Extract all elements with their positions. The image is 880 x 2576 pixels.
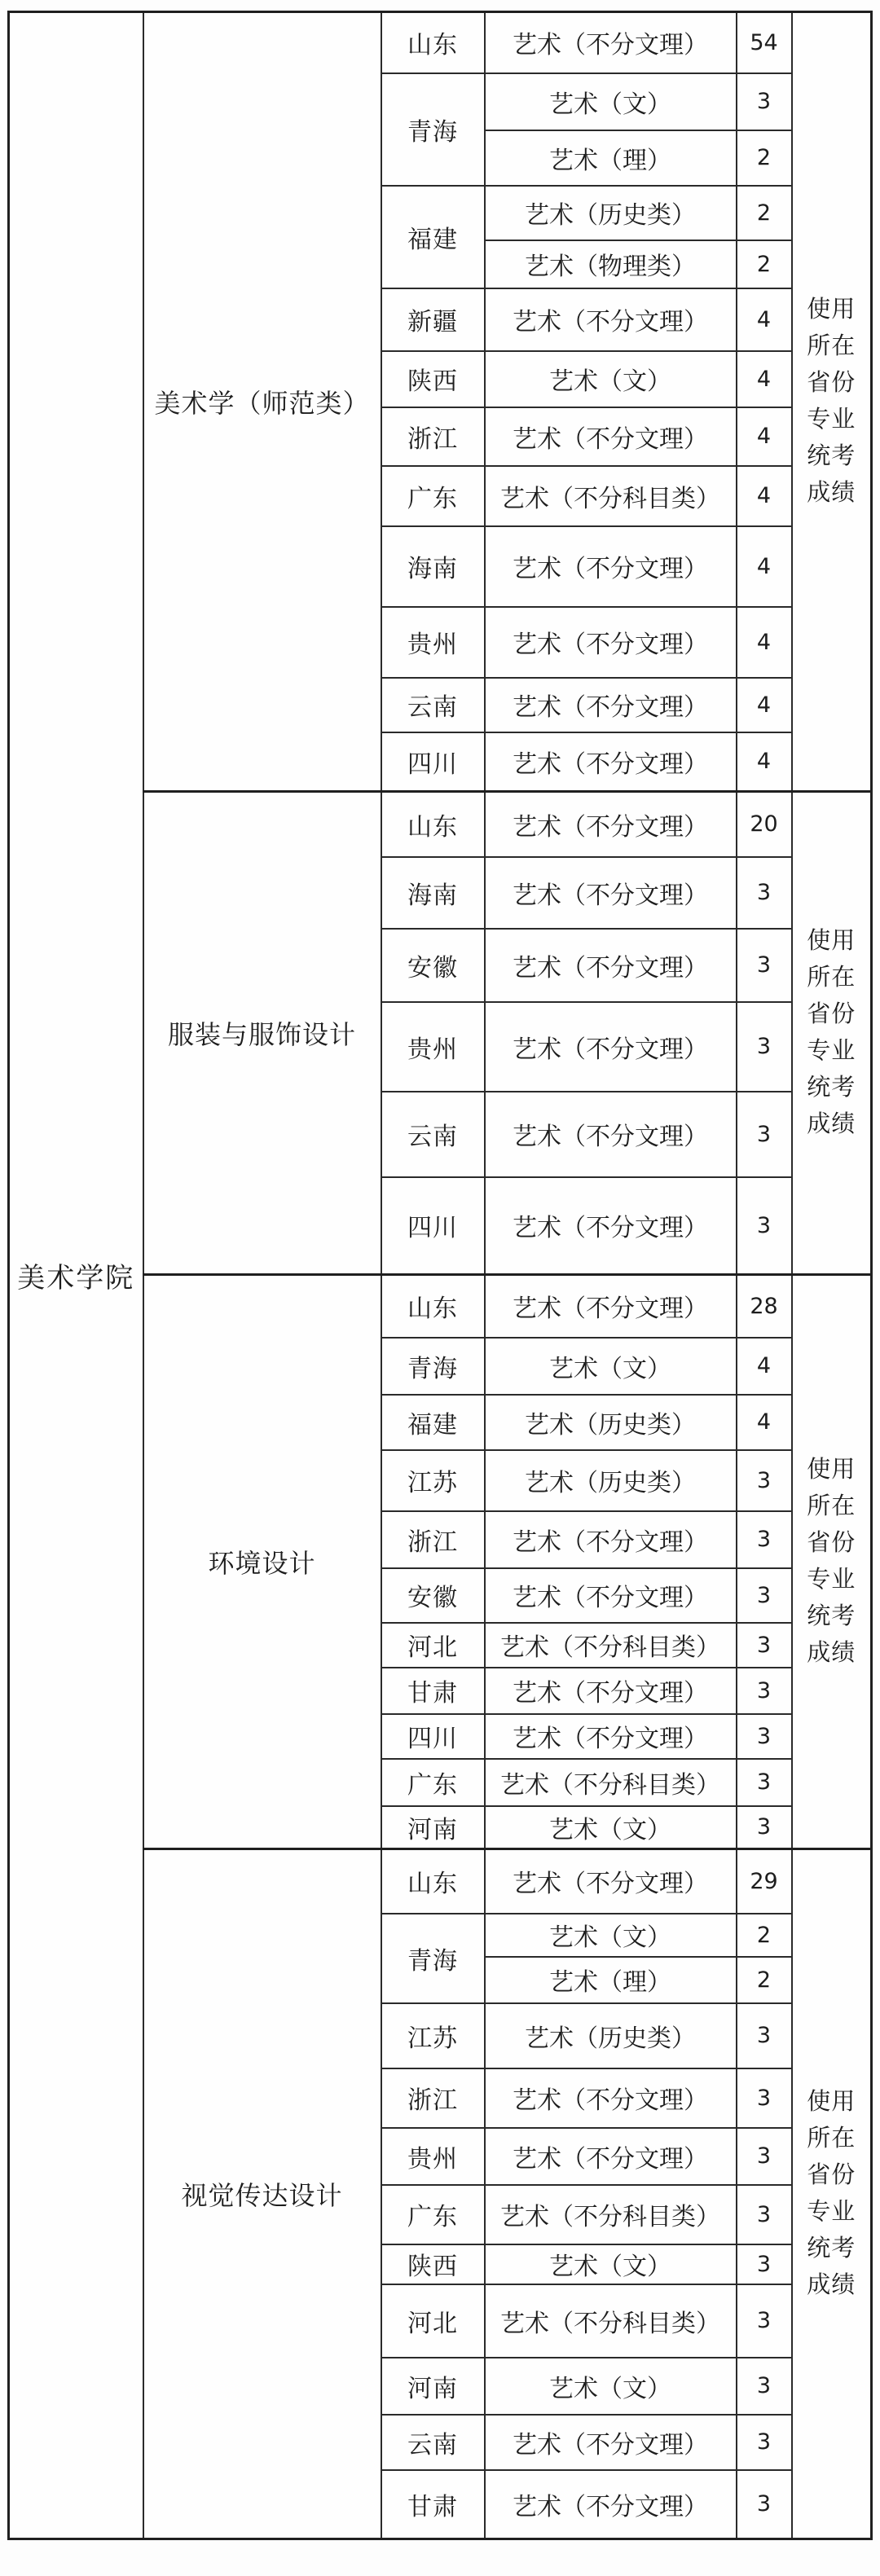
major-cell: 环境设计: [143, 1275, 381, 1849]
category-cell: 艺术（文）: [485, 1338, 737, 1395]
province-cell: 广东: [381, 466, 485, 526]
province-cell: 河南: [381, 1806, 485, 1849]
count-cell: 3: [737, 2244, 792, 2284]
admission-table-body: [9, 12, 872, 2539]
table-wrap: [7, 11, 873, 2540]
count-cell: 3: [737, 2284, 792, 2358]
category-cell: 艺术（历史类）: [485, 2003, 737, 2068]
category-cell: 艺术（不分科目类）: [485, 1759, 737, 1806]
province-cell: 四川: [381, 732, 485, 792]
count-cell: 3: [737, 1806, 792, 1849]
count-cell: 54: [737, 12, 792, 73]
note-cell: [792, 792, 872, 1275]
category-cell: 艺术（不分文理）: [485, 2128, 737, 2185]
count-cell: 3: [737, 857, 792, 929]
category-cell: 艺术（不分文理）: [485, 2068, 737, 2128]
count-cell: 3: [737, 1623, 792, 1668]
province-cell: 浙江: [381, 1511, 485, 1568]
category-cell: 艺术（不分文理）: [485, 732, 737, 792]
province-cell: 山东: [381, 12, 485, 73]
category-cell: 艺术（物理类）: [485, 240, 737, 288]
province-cell: 浙江: [381, 407, 485, 466]
province-cell: 浙江: [381, 2068, 485, 2128]
count-cell: 2: [737, 130, 792, 186]
major-cell: 服装与服饰设计: [143, 792, 381, 1275]
count-cell: 4: [737, 732, 792, 792]
count-cell: 3: [737, 929, 792, 1002]
category-cell: 艺术（文）: [485, 2358, 737, 2415]
category-cell: 艺术（理）: [485, 1957, 737, 2003]
count-cell: 3: [737, 1092, 792, 1177]
note-cell: [792, 12, 872, 792]
province-cell: 贵州: [381, 2128, 485, 2185]
count-cell: 3: [737, 2128, 792, 2185]
category-cell: 艺术（文）: [485, 1806, 737, 1849]
province-cell: 陕西: [381, 2244, 485, 2284]
category-cell: 艺术（历史类）: [485, 186, 737, 240]
note-cell: [792, 1275, 872, 1849]
category-cell: 艺术（不分文理）: [485, 2470, 737, 2539]
category-cell: 艺术（不分文理）: [485, 1275, 737, 1338]
province-cell: 云南: [381, 678, 485, 732]
count-cell: 2: [737, 1914, 792, 1957]
province-cell: 海南: [381, 526, 485, 607]
category-cell: 艺术（不分文理）: [485, 1177, 737, 1275]
note-text: 使用所在省份专业统考成绩: [807, 297, 856, 506]
count-cell: 20: [737, 792, 792, 857]
college-cell: 美术学院: [9, 12, 143, 2539]
count-cell: 4: [737, 1338, 792, 1395]
category-cell: 艺术（文）: [485, 73, 737, 130]
province-cell: 福建: [381, 1395, 485, 1450]
category-cell: 艺术（理）: [485, 130, 737, 186]
major-cell: 视觉传达设计: [143, 1849, 381, 2539]
category-cell: 艺术（文）: [485, 1914, 737, 1957]
count-cell: 2: [737, 240, 792, 288]
count-cell: 2: [737, 1957, 792, 2003]
category-cell: 艺术（不分文理）: [485, 1002, 737, 1092]
table-row: [9, 12, 872, 73]
province-cell: 海南: [381, 857, 485, 929]
count-cell: 28: [737, 1275, 792, 1338]
province-cell: 江苏: [381, 1450, 485, 1511]
category-cell: 艺术（不分文理）: [485, 1849, 737, 1914]
province-cell: 贵州: [381, 1002, 485, 1092]
category-cell: 艺术（文）: [485, 2244, 737, 2284]
category-cell: 艺术（不分科目类）: [485, 466, 737, 526]
count-cell: 3: [737, 1002, 792, 1092]
province-cell: 云南: [381, 1092, 485, 1177]
category-cell: 艺术（不分文理）: [485, 12, 737, 73]
category-cell: 艺术（不分文理）: [485, 526, 737, 607]
count-cell: 4: [737, 678, 792, 732]
count-cell: 4: [737, 288, 792, 351]
province-cell: 河南: [381, 2358, 485, 2415]
category-cell: 艺术（不分文理）: [485, 929, 737, 1002]
province-cell: 山东: [381, 1275, 485, 1338]
admission-table: [7, 11, 873, 2540]
province-cell: 广东: [381, 1759, 485, 1806]
province-cell: 广东: [381, 2185, 485, 2244]
category-cell: 艺术（历史类）: [485, 1395, 737, 1450]
count-cell: 4: [737, 407, 792, 466]
province-cell: 山东: [381, 792, 485, 857]
province-cell: 甘肃: [381, 2470, 485, 2539]
category-cell: 艺术（不分文理）: [485, 857, 737, 929]
major-cell: 美术学（师范类）: [143, 12, 381, 792]
count-cell: 3: [737, 2470, 792, 2539]
category-cell: 艺术（不分文理）: [485, 1568, 737, 1623]
note-cell: [792, 1849, 872, 2539]
count-cell: 3: [737, 1668, 792, 1714]
province-cell: 青海: [381, 73, 485, 186]
province-cell: 河北: [381, 1623, 485, 1668]
province-cell: 四川: [381, 1177, 485, 1275]
province-cell: 青海: [381, 1338, 485, 1395]
category-cell: 艺术（不分文理）: [485, 1714, 737, 1759]
note-text: 使用所在省份专业统考成绩: [807, 2089, 856, 2298]
count-cell: 3: [737, 2185, 792, 2244]
category-cell: 艺术（不分文理）: [485, 678, 737, 732]
category-cell: 艺术（不分文理）: [485, 607, 737, 678]
count-cell: 3: [737, 2415, 792, 2470]
category-cell: 艺术（不分文理）: [485, 1668, 737, 1714]
note-text: 使用所在省份专业统考成绩: [807, 928, 856, 1137]
count-cell: 3: [737, 1714, 792, 1759]
count-cell: 3: [737, 1511, 792, 1568]
province-cell: 云南: [381, 2415, 485, 2470]
province-cell: 新疆: [381, 288, 485, 351]
province-cell: 青海: [381, 1914, 485, 2003]
category-cell: 艺术（不分文理）: [485, 288, 737, 351]
note-text: 使用所在省份专业统考成绩: [807, 1457, 856, 1666]
count-cell: 3: [737, 2068, 792, 2128]
category-cell: 艺术（不分文理）: [485, 792, 737, 857]
category-cell: 艺术（不分文理）: [485, 2415, 737, 2470]
province-cell: 贵州: [381, 607, 485, 678]
province-cell: 山东: [381, 1849, 485, 1914]
province-cell: 安徽: [381, 1568, 485, 1623]
province-cell: 四川: [381, 1714, 485, 1759]
count-cell: 4: [737, 1395, 792, 1450]
count-cell: 4: [737, 351, 792, 407]
province-cell: 甘肃: [381, 1668, 485, 1714]
count-cell: 4: [737, 466, 792, 526]
category-cell: 艺术（历史类）: [485, 1450, 737, 1511]
count-cell: 4: [737, 526, 792, 607]
province-cell: 河北: [381, 2284, 485, 2358]
category-cell: 艺术（不分科目类）: [485, 2284, 737, 2358]
province-cell: 安徽: [381, 929, 485, 1002]
count-cell: 3: [737, 1759, 792, 1806]
category-cell: 艺术（不分科目类）: [485, 2185, 737, 2244]
count-cell: 3: [737, 2003, 792, 2068]
province-cell: 陕西: [381, 351, 485, 407]
count-cell: 4: [737, 607, 792, 678]
count-cell: 3: [737, 1450, 792, 1511]
category-cell: 艺术（不分文理）: [485, 1092, 737, 1177]
category-cell: 艺术（不分文理）: [485, 407, 737, 466]
count-cell: 3: [737, 1177, 792, 1275]
category-cell: 艺术（不分文理）: [485, 1511, 737, 1568]
count-cell: 3: [737, 2358, 792, 2415]
count-cell: 3: [737, 73, 792, 130]
province-cell: 福建: [381, 186, 485, 288]
province-cell: 江苏: [381, 2003, 485, 2068]
count-cell: 3: [737, 1568, 792, 1623]
count-cell: 29: [737, 1849, 792, 1914]
count-cell: 2: [737, 186, 792, 240]
category-cell: 艺术（不分科目类）: [485, 1623, 737, 1668]
category-cell: 艺术（文）: [485, 351, 737, 407]
